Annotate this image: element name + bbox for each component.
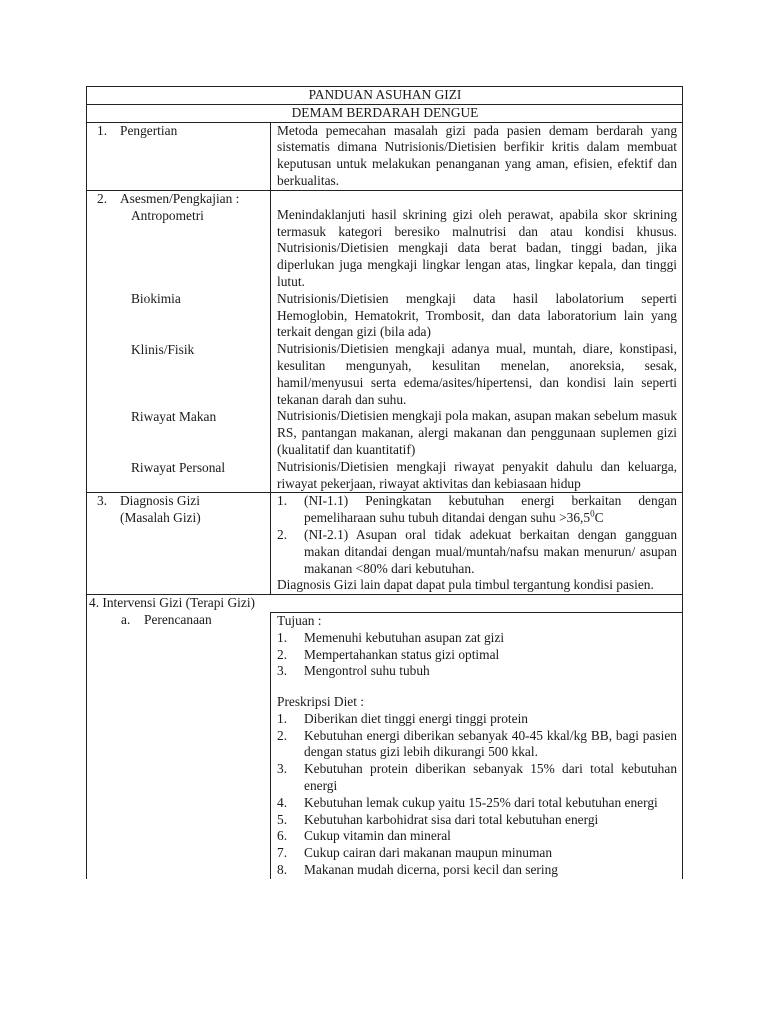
item-number: 7. [277, 845, 288, 861]
section-label-cell [87, 493, 271, 595]
item-text: (NI-1.1) Peningkatan kebutuhan energi berkaitan dengan pemeliharaan suhu tubuh ditandai dengan suhu $>36,5^0C$ [304, 493, 678, 526]
list-item [277, 812, 677, 829]
subsection-label: Perencanaan [144, 612, 212, 628]
section-intervensi [87, 595, 683, 613]
klinis-text: Nutrisionis/Dietisien mengkaji adanya mual, muntah, diare, konstipasi, kesulitan mengunyah, kesulitan menelan, anoreksia, sesak, hamil/menyusui serta edema/asites/hipertensi, dan kondisi lain seperti tekanan darah dan suhu. [277, 341, 678, 407]
riwayat-personal-text: Nutrisionis/Dietisien mengkaji riwayat penyakit dahulu dan keluarga, riwayat pekerjaan, riwayat aktivitas dan kebiasaan hidup [277, 458, 678, 491]
section-pengertian [87, 122, 683, 190]
section-label: Diagnosis Gizi [120, 493, 200, 509]
section-number: 2. [97, 190, 108, 206]
preskripsi-heading: Preskripsi Diet : [277, 694, 365, 710]
list-item [277, 663, 677, 680]
item-text: Kebutuhan protein diberikan sebanyak 15% dari total kebutuhan energi [304, 761, 678, 794]
section-number: 1. [97, 122, 108, 138]
item-number: 4. [277, 794, 288, 810]
item-text: Mempertahankan status gizi optimal [304, 646, 500, 662]
list-item [277, 862, 677, 879]
list-item [277, 761, 677, 795]
antropometri-label: Antropometri [131, 207, 204, 223]
perencanaan-content [271, 612, 683, 878]
item-number: 5. [277, 811, 288, 827]
diagnosis-list [277, 493, 677, 577]
section-label: 4. Intervensi Gizi (Terapi Gizi) [87, 595, 683, 613]
diagnosis-note: Diagnosis Gizi lain dapat dapat pula timbul tergantung kondisi pasien. [277, 577, 654, 593]
item-number: 6. [277, 828, 288, 844]
item-text: Cukup cairan dari makanan maupun minuman [304, 845, 553, 861]
item-number: 3. [277, 663, 288, 679]
list-item [277, 527, 677, 577]
riwayat-makan-text: Nutrisionis/Dietisien mengkaji pola makan, asupan makan sebelum masuk RS, pantangan makanan, alergi makanan dan penggunaan suplemen gizi (kualitatif dan kuantitatif) [277, 408, 678, 457]
biokimia-text: Nutrisionis/Dietisien mengkaji data hasil labolatorium seperti Hemoglobin, Hematokrit, Trombosit, dan data laboratorium lain yang terkait dengan gizi (bila ada) [277, 290, 678, 340]
klinis-label: Klinis/Fisik [131, 342, 195, 358]
diagnosis-content [271, 493, 683, 595]
section-label-cell [87, 122, 271, 190]
item-number: 1. [277, 629, 288, 645]
list-item [277, 493, 677, 527]
list-item [277, 728, 677, 762]
item-text: Memenuhi kebutuhan asupan zat gizi [304, 629, 505, 645]
riwayat-personal-label: Riwayat Personal [131, 459, 226, 475]
list-item [277, 630, 677, 647]
section-number: 3. [97, 493, 108, 509]
nutrition-care-table [86, 86, 683, 879]
biokimia-label: Biokimia [131, 291, 181, 307]
title-row-1 [87, 87, 683, 105]
item-number: 2. [277, 526, 288, 542]
riwayat-makan-label: Riwayat Makan [131, 408, 217, 424]
section-asesmen [87, 190, 683, 493]
item-text: (NI-2.1) Asupan oral tidak adekuat berkaitan dengan gangguan makan ditandai dengan mual/muntah/nafsu makan menurun/ asupan makanan <80% dari kebutuhan. [304, 526, 678, 576]
section-label: Pengertian [120, 122, 178, 138]
item-number: 3. [277, 761, 288, 777]
tujuan-list [277, 630, 677, 680]
section-text: Metoda pemecahan masalah gizi pada pasien demam berdarah yang sistematis dimana Nutrisionis/Dietisien berfikir kritis dalam membuat keputusan untuk melakukan penanganan yang aman, efisien, efektif dan berkualitas. [271, 122, 683, 190]
antropometri-text: Menindaklanjuti hasil skrining gizi oleh perawat, apabila skor skrining termasuk kategori beresiko malnutrisi dan atau kondisi khusus. Nutrisionis/Dietisien mengkaji data berat badan, tinggi badan, jika diperlukan juga mengkaji lingkar lengan atas, lingkar kepala, dan tinggi lutut. [277, 206, 678, 289]
item-text: Kebutuhan lemak cukup yaitu 15-25% dari total kebutuhan energi [304, 794, 658, 810]
item-number: 1. [277, 710, 288, 726]
doc-subtitle: DEMAM BERDARAH DENGUE [87, 104, 683, 122]
section-label: Asesmen/Pengkajian : [120, 190, 240, 206]
list-item [277, 828, 677, 845]
doc-title: PANDUAN ASUHAN GIZI [87, 87, 683, 105]
item-number: 2. [277, 727, 288, 743]
section-label-line2: (Masalah Gizi) [120, 510, 201, 526]
title-row-2 [87, 104, 683, 122]
list-item [277, 647, 677, 664]
section-diagnosis [87, 493, 683, 595]
item-text: Cukup vitamin dan mineral [304, 828, 451, 844]
item-text: Kebutuhan energi diberikan sebanyak 40-45 kkal/kg BB, bagi pasien dengan status gizi lebih dikurangi 500 kkal. [304, 727, 678, 760]
list-item [277, 845, 677, 862]
asesmen-content [271, 190, 683, 493]
item-number: 2. [277, 646, 288, 662]
item-text: Makanan mudah dicerna, porsi kecil dan sering [304, 862, 558, 878]
subsection-letter: a. [121, 612, 131, 628]
item-text: Mengontrol suhu tubuh [304, 663, 430, 679]
section-label-cell [87, 190, 271, 493]
item-number: 8. [277, 862, 288, 878]
list-item [277, 795, 677, 812]
item-text: Diberikan diet tinggi energi tinggi protein [304, 710, 528, 726]
item-number: 1. [277, 493, 288, 509]
list-item [277, 711, 677, 728]
subsection-label-cell [87, 612, 271, 878]
preskripsi-list [277, 711, 677, 879]
item-text: Kebutuhan karbohidrat sisa dari total kebutuhan energi [304, 811, 599, 827]
perencanaan-row [87, 612, 683, 878]
tujuan-heading: Tujuan : [277, 612, 322, 628]
